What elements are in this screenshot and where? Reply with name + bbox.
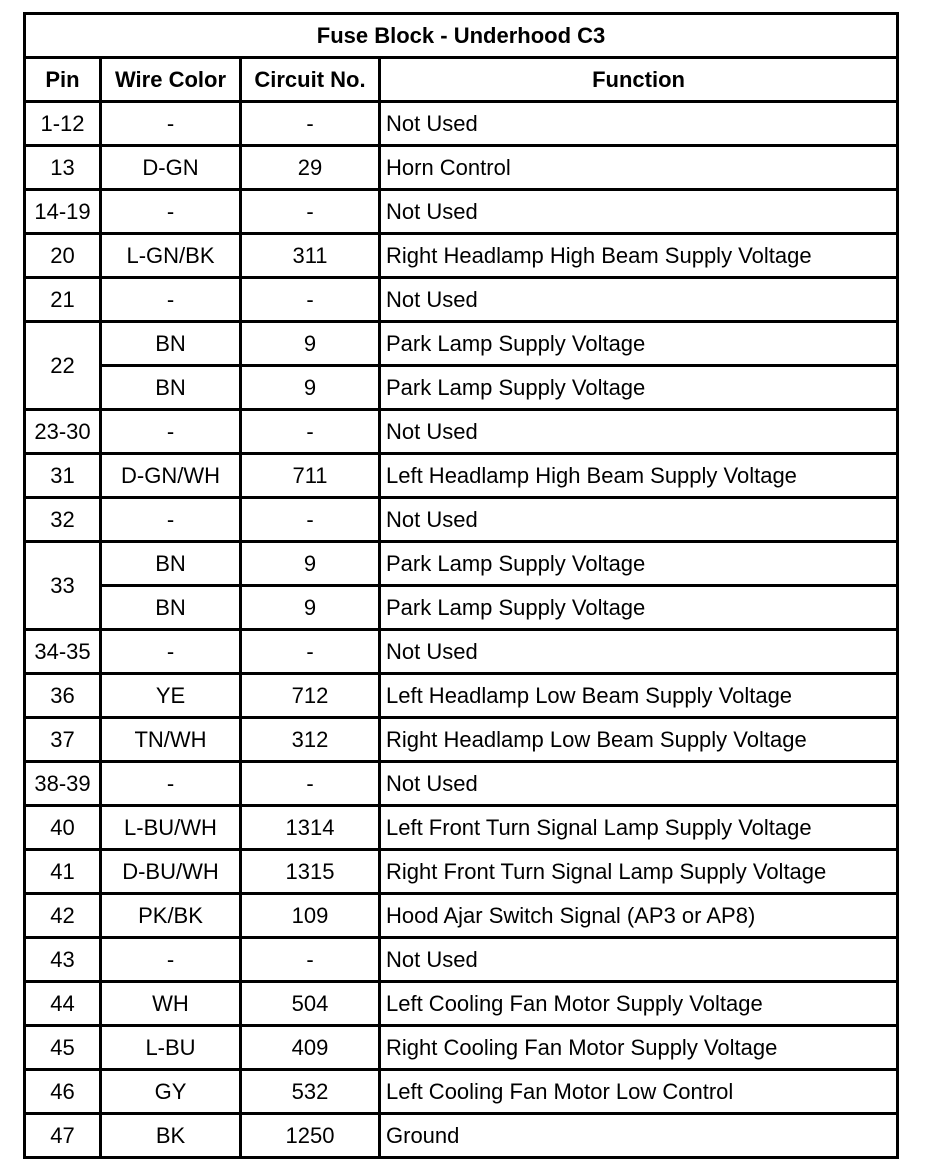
pin-cell: 14-19 [25,190,101,234]
circuit-cell: - [241,190,380,234]
wire-color-cell: PK/BK [101,894,241,938]
pin-cell: 21 [25,278,101,322]
circuit-cell: 1315 [241,850,380,894]
table-row [25,718,898,762]
function-cell: Right Cooling Fan Motor Supply Voltage [380,1026,898,1070]
wire-color-cell: L-BU [101,1026,241,1070]
function-cell: Not Used [380,278,898,322]
pin-cell: 33 [25,542,101,630]
table-row [25,322,898,366]
pin-cell: 38-39 [25,762,101,806]
table-row [25,542,898,586]
function-cell: Not Used [380,102,898,146]
function-cell: Right Headlamp Low Beam Supply Voltage [380,718,898,762]
circuit-cell: - [241,630,380,674]
table-row [25,894,898,938]
table-row [25,630,898,674]
pin-cell: 45 [25,1026,101,1070]
circuit-cell: 9 [241,542,380,586]
circuit-cell: - [241,938,380,982]
function-cell: Ground [380,1114,898,1158]
function-cell: Park Lamp Supply Voltage [380,322,898,366]
circuit-cell: - [241,278,380,322]
function-cell: Hood Ajar Switch Signal (AP3 or AP8) [380,894,898,938]
table-row [25,454,898,498]
table-row [25,234,898,278]
table-row [25,1114,898,1158]
function-cell: Not Used [380,498,898,542]
table-row [25,762,898,806]
function-cell: Not Used [380,190,898,234]
table-row [25,146,898,190]
pin-cell: 42 [25,894,101,938]
wire-color-cell: BN [101,322,241,366]
wire-color-cell: WH [101,982,241,1026]
circuit-cell: 711 [241,454,380,498]
circuit-cell: 712 [241,674,380,718]
title-row [25,14,898,58]
pin-cell: 40 [25,806,101,850]
wire-color-cell: BN [101,366,241,410]
header-row [25,58,898,102]
header-circuit-no: Circuit No. [241,58,380,102]
function-cell: Park Lamp Supply Voltage [380,542,898,586]
function-cell: Left Cooling Fan Motor Low Control [380,1070,898,1114]
circuit-cell: - [241,410,380,454]
table-row [25,366,898,410]
circuit-cell: - [241,102,380,146]
pin-cell: 36 [25,674,101,718]
wire-color-cell: - [101,278,241,322]
table-row [25,278,898,322]
pin-cell: 37 [25,718,101,762]
function-cell: Right Headlamp High Beam Supply Voltage [380,234,898,278]
function-cell: Left Cooling Fan Motor Supply Voltage [380,982,898,1026]
function-cell: Left Headlamp Low Beam Supply Voltage [380,674,898,718]
circuit-cell: 1314 [241,806,380,850]
function-cell: Left Front Turn Signal Lamp Supply Voltage [380,806,898,850]
table-row [25,102,898,146]
circuit-cell: 9 [241,366,380,410]
table-row [25,1026,898,1070]
circuit-cell: 9 [241,322,380,366]
header-pin: Pin [25,58,101,102]
circuit-cell: 1250 [241,1114,380,1158]
pin-cell: 34-35 [25,630,101,674]
pin-cell: 46 [25,1070,101,1114]
table-row [25,938,898,982]
wire-color-cell: BK [101,1114,241,1158]
wire-color-cell: - [101,630,241,674]
pin-cell: 44 [25,982,101,1026]
circuit-cell: 532 [241,1070,380,1114]
function-cell: Right Front Turn Signal Lamp Supply Voltage [380,850,898,894]
wire-color-cell: BN [101,586,241,630]
table-row [25,982,898,1026]
header-wire-color: Wire Color [101,58,241,102]
table-row [25,1070,898,1114]
circuit-cell: 312 [241,718,380,762]
wire-color-cell: D-GN [101,146,241,190]
circuit-cell: 9 [241,586,380,630]
wire-color-cell: L-GN/BK [101,234,241,278]
pin-cell: 31 [25,454,101,498]
wire-color-cell: - [101,410,241,454]
function-cell: Not Used [380,762,898,806]
function-cell: Not Used [380,938,898,982]
circuit-cell: 409 [241,1026,380,1070]
pin-cell: 13 [25,146,101,190]
table-title: Fuse Block - Underhood C3 [25,14,898,58]
wire-color-cell: - [101,762,241,806]
circuit-cell: 109 [241,894,380,938]
wire-color-cell: - [101,938,241,982]
table-row [25,674,898,718]
wire-color-cell: - [101,498,241,542]
pin-cell: 32 [25,498,101,542]
function-cell: Horn Control [380,146,898,190]
pin-cell: 23-30 [25,410,101,454]
circuit-cell: - [241,498,380,542]
pin-cell: 22 [25,322,101,410]
circuit-cell: 29 [241,146,380,190]
table-row [25,410,898,454]
circuit-cell: 311 [241,234,380,278]
circuit-cell: - [241,762,380,806]
circuit-cell: 504 [241,982,380,1026]
table-row [25,498,898,542]
pin-cell: 20 [25,234,101,278]
function-cell: Left Headlamp High Beam Supply Voltage [380,454,898,498]
wire-color-cell: D-GN/WH [101,454,241,498]
wire-color-cell: - [101,102,241,146]
header-function: Function [380,58,898,102]
table-row [25,806,898,850]
wire-color-cell: GY [101,1070,241,1114]
table-row [25,190,898,234]
table-row [25,586,898,630]
wire-color-cell: - [101,190,241,234]
wire-color-cell: BN [101,542,241,586]
wire-color-cell: TN/WH [101,718,241,762]
wire-color-cell: D-BU/WH [101,850,241,894]
pin-cell: 47 [25,1114,101,1158]
pin-cell: 41 [25,850,101,894]
table-row [25,850,898,894]
wire-color-cell: YE [101,674,241,718]
function-cell: Park Lamp Supply Voltage [380,366,898,410]
pin-cell: 1-12 [25,102,101,146]
function-cell: Park Lamp Supply Voltage [380,586,898,630]
fuse-block-table [23,12,899,1159]
function-cell: Not Used [380,410,898,454]
pin-cell: 43 [25,938,101,982]
wire-color-cell: L-BU/WH [101,806,241,850]
function-cell: Not Used [380,630,898,674]
